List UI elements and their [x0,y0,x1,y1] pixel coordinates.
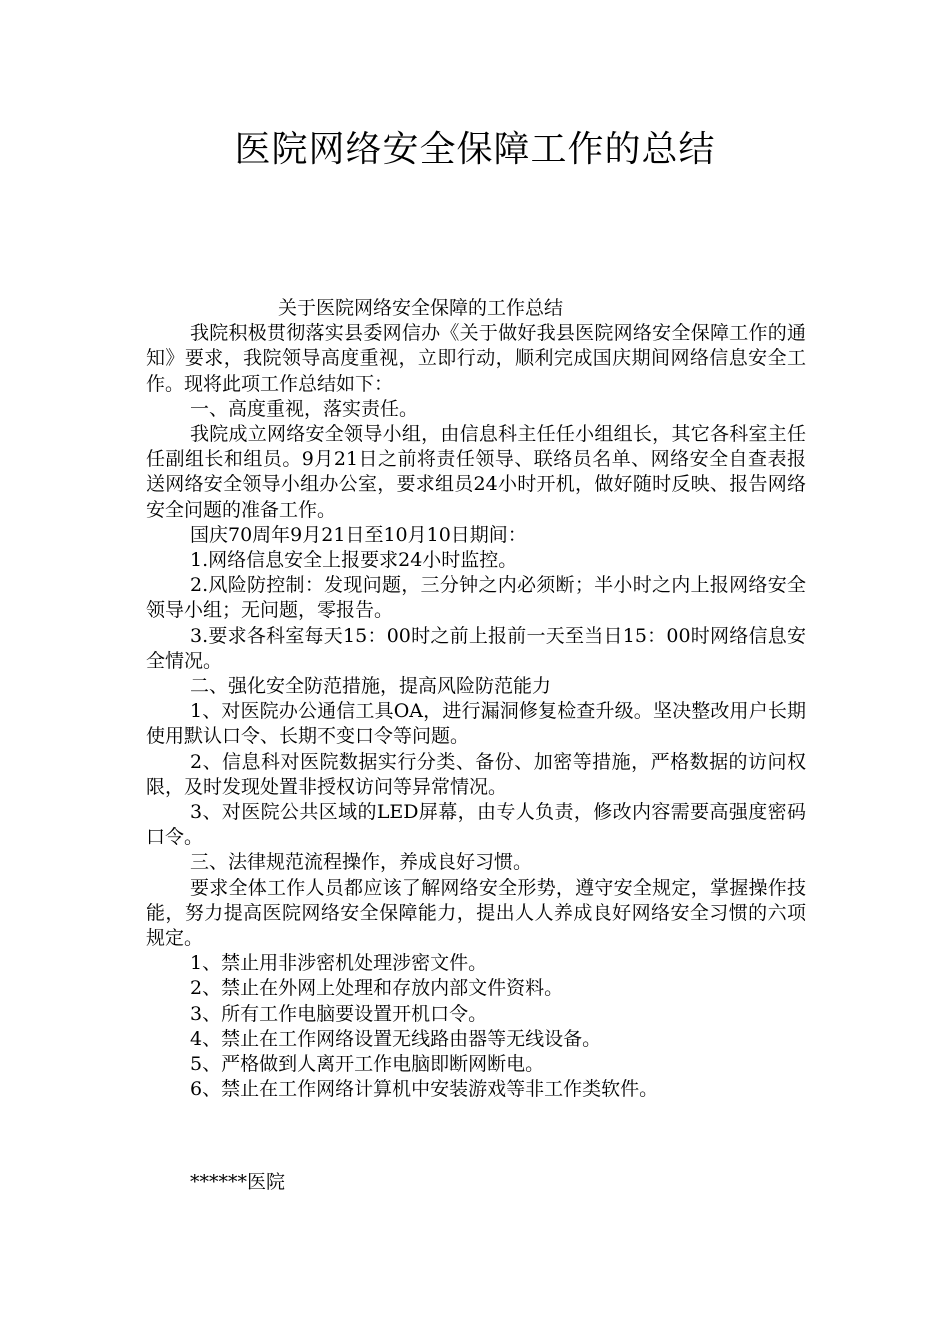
list-item: 1.网络信息安全上报要求24小时监控。 [190,549,518,572]
section-heading-1: 一、高度重视，落实责任。 [190,397,419,420]
list-item: 3.要求各科室每天15：00时之前上报前一天至当日15：00时网络信息安全情况。 [146,624,806,672]
signature: ******医院 [190,1171,286,1193]
list-item: 5、严格做到人离开工作电脑即断网断电。 [190,1053,545,1076]
list-item: 6、禁止在工作网络计算机中安装游戏等非工作类软件。 [190,1078,659,1101]
list-item: 3、对医院公共区域的LED屏幕，由专人负责，修改内容需要高强度密码口令。 [146,801,806,849]
list-item: 2.风险防控制：发现问题，三分钟之内必须断；半小时之内上报网络安全领导小组；无问题，零报告。 [146,574,806,622]
paragraph-national-day-period: 国庆70周年9月21日至10月10日期间： [190,523,527,546]
document-title: 医院网络安全保障工作的总结 [234,129,716,170]
list-item: 3、所有工作电脑要设置开机口令。 [190,1002,488,1025]
list-item: 1、对医院办公通信工具OA，进行漏洞修复检查升级。坚决整改用户长期使用默认口令、长期不变口令等问题。 [146,700,806,748]
section-heading-2: 二、强化安全防范措施，提高风险防范能力 [190,675,552,698]
list-item: 2、信息科对医院数据实行分类、备份、加密等措施，严格数据的访问权限，及时发现处置非授权访问等异常情况。 [146,750,806,798]
paragraph-staff-requirements: 要求全体工作人员都应该了解网络安全形势，遵守安全规定，掌握操作技能，努力提高医院网络安全保障能力，提出人人养成良好网络安全习惯的六项规定。 [146,876,806,950]
document-body [146,296,806,1103]
document-subtitle: 关于医院网络安全保障的工作总结 [278,297,564,319]
list-item: 4、禁止在工作网络设置无线路由器等无线设备。 [190,1027,602,1050]
list-item: 1、禁止用非涉密机处理涉密文件。 [190,952,488,975]
paragraph-leadership-group: 我院成立网络安全领导小组，由信息科主任任小组组长，其它各科室主任任副组长和组员。9月21日之前将责任领导、联络员名单、网络安全自查表报送网络安全领导小组办公室，要求组员24小时开机，做好随时反映、报告网络安全问题的准备工作。 [146,423,806,521]
list-item: 2、禁止在外网上处理和存放内部文件资料。 [190,977,564,1000]
section-heading-3: 三、法律规范流程操作，养成良好习惯。 [190,851,533,874]
intro-paragraph: 我院积极贯彻落实县委网信办《关于做好我县医院网络安全保障工作的通知》要求，我院领导高度重视，立即行动，顺利完成国庆期间网络信息安全工作。现将此项工作总结如下： [146,322,806,395]
